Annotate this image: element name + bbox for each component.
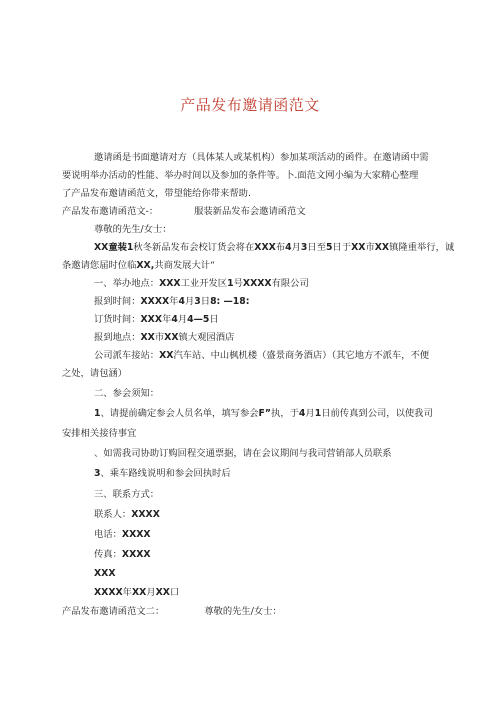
venue-line [94,278,309,290]
notice-text: F” [258,408,272,419]
fax-line [94,549,151,561]
notice-text: 、请提前确定参会人员名单，填写参会 [100,408,259,419]
venue-text: 工业开发区 [180,278,228,289]
sample1-label: 产品发布邀请函范文-： [62,206,159,217]
invite-text: 4 [285,242,292,253]
report-time-text: 4 [178,296,185,307]
invite-text: XX [374,242,390,253]
report-place-text: XX [164,332,179,343]
contact-heading: 三、联系方式： [94,489,160,500]
order-time-text: 年 [162,314,172,325]
phone-label: 电话： [94,529,122,540]
notice-number: 1 [94,408,101,419]
shuttle-line-2: 之处，请包涵） [62,368,128,379]
order-time-line [94,314,219,326]
invite-text: 5 [326,242,333,253]
order-time-text: 月 [177,314,188,325]
invite-text: 镇隆重举行，诚 [389,242,455,253]
sample1-title: 服装新品发布会邀请函范文 [194,206,306,217]
contact-label: 联系人： [94,509,132,520]
report-place-line [94,332,234,344]
date-text: 年 [122,587,132,598]
document-title: 产品发布邀请函范文 [180,96,320,114]
order-time-text: 4 [171,314,178,325]
invite-text: XX [351,242,366,253]
venue-text: 号 [233,278,243,289]
sample2-heading [62,606,282,618]
invite-text: 布 [275,242,286,253]
report-place-text: 镇大观园酒店 [178,332,235,343]
fax-label: 传真： [94,549,122,560]
venue-text: XXX [159,278,181,289]
shuttle-line-1 [94,350,429,362]
fax-value: XXXX [121,549,151,560]
order-time-text: 4—5 [187,314,210,325]
report-time-label: 报到时间： [94,296,141,307]
venue-label: 一、举办地点： [94,278,160,289]
notice-number: 3 [94,468,101,479]
phone-value: XXXX [121,529,151,540]
invite-text: 日至 [307,242,326,253]
invite-text: XX童装1 [94,242,134,253]
shuttle-label: 公司派车接站： [94,350,160,361]
report-place-label: 报到地点： [94,332,141,343]
invite-line-2 [62,260,215,272]
order-time-text: 日 [209,314,219,325]
invite-text: 月 [291,242,301,253]
sample1-heading [62,206,306,218]
report-time-text: XXXX [140,296,170,307]
invite-text: 秋冬新品发布会校订货会将在 [133,242,255,253]
venue-text: 1 [227,278,234,289]
invite-text: 3 [300,242,308,253]
sample2-greeting: 尊敬的先生/女士： [204,606,282,617]
report-time-line [94,296,249,308]
notice-text: 执，于 [271,408,299,419]
date-text: 月 [146,587,156,598]
signature-name: XXX [94,568,116,579]
notice-item-1-line-1 [94,408,433,420]
notice-item-2: 、如需我司协助订购回程交通票据，请在会议期间与我司营销部人员联系 [94,448,392,459]
venue-text: 有限公司 [271,278,309,289]
report-time-text: 8: —18: [210,296,250,307]
notice-text: 日前传真到公司，以使我司 [321,408,433,419]
order-time-text: XXX [140,314,163,325]
report-place-text: XX [140,332,155,343]
greeting: 尊敬的先生/女士： [94,224,172,235]
signature-date [94,587,179,599]
invite-text: 共商发展大计“ [154,260,215,271]
notice-text: 月 [305,408,315,419]
notice-text: 4 [298,408,306,419]
report-time-text: 月 [184,296,195,307]
intro-paragraph-line-1 [94,152,429,164]
intro-paragraph-line-3 [62,188,251,200]
notice-text: 、乘车路线说明和参会回执时后 [100,468,231,479]
sample2-label: 产品发布邀请函范文二： [62,606,165,617]
contact-person-line [94,509,160,521]
date-text: XXXX [94,587,123,598]
report-time-text: 3 [194,296,201,307]
invite-text: 市 [365,242,375,253]
intro-text: 邀请函是书面邀请对方（具体某人或某机构）参加某项活动的函件。在邀请函中需 [94,152,429,163]
invite-text: XXX [254,242,276,253]
notice-text: 1 [314,408,322,419]
venue-text: XXXX [242,278,272,289]
shuttle-text: XX [159,350,174,361]
contact-value: XXXX [131,509,160,520]
intro-text: 了产品发布邀请函范文，带望能给你带来帮助. [62,188,251,199]
report-place-text: 市 [154,332,165,343]
order-time-label: 订货时间： [94,314,141,325]
date-text: 口 [169,587,180,598]
intro-text: 要说明举办活动的性能、举办时间以及参加的条件等。卜.面范文网小编为大家精心整理 [62,170,419,181]
date-text: XX [155,587,170,598]
invite-text: 日于 [332,242,352,253]
notice-item-3 [94,468,231,480]
invite-text: 条邀请您届时位临 [62,260,137,271]
notice-heading: 二、参会须知： [94,388,160,399]
invite-line-1 [94,242,454,254]
shuttle-text: 汽车站、中山枫机楼（盛景商务酒店）（其它地方不派车，不便 [173,350,430,361]
date-text: XX [131,587,147,598]
report-time-text: 年 [169,296,179,307]
report-time-text: 日 [200,296,211,307]
notice-item-1-line-2: 安排相关接待事宜 [62,428,137,439]
intro-paragraph-line-2 [62,170,418,182]
phone-line [94,529,151,541]
invite-text: XX, [136,260,155,271]
